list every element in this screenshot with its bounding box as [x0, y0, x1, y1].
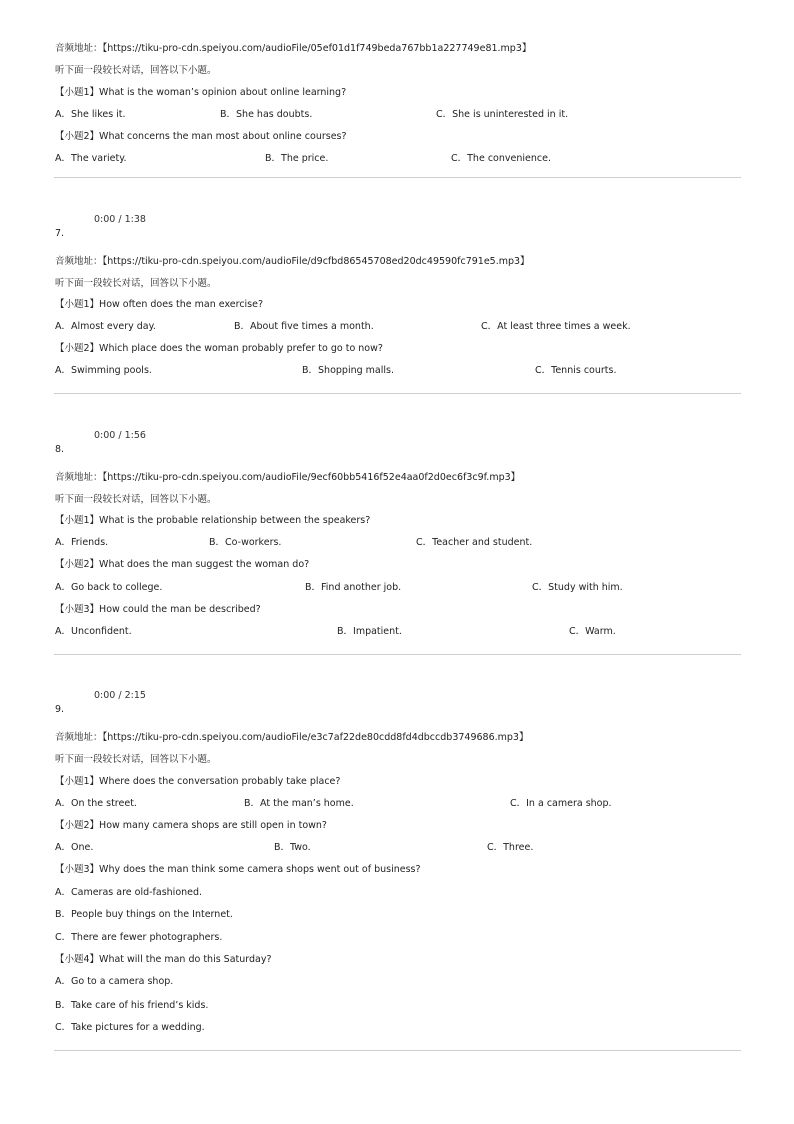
option-b: B．Shopping malls. [302, 365, 394, 376]
option-c: C．Teacher and student. [416, 537, 533, 548]
audio-player-time[interactable]: 0:00 / 1:38 [94, 214, 146, 225]
instruction-text: 听下面一段较长对话，回答以下小题。 [55, 494, 217, 505]
question-prompt: 【小题2】What concerns the man most about online courses? [55, 131, 347, 142]
instruction-text: 听下面一段较长对话，回答以下小题。 [55, 278, 217, 289]
option-b: B．Impatient. [337, 626, 402, 637]
section-divider [54, 177, 741, 178]
audio-player-time[interactable]: 0:00 / 2:15 [94, 690, 146, 701]
question-prompt: 【小题1】What is the woman’s opinion about online learning? [55, 87, 347, 98]
option-a: A．Unconfident. [55, 626, 132, 637]
question-prompt: 【小题1】Where does the conversation probably take place? [55, 776, 341, 787]
section-divider [54, 393, 741, 394]
option-c: C．Take pictures for a wedding. [55, 1022, 205, 1033]
option-b: B．The price. [265, 153, 329, 164]
audio-url-link[interactable]: 【https://tiku-pro-cdn.speiyou.com/audioFile/d9cfbd86545708ed20dc49590fc791e5.mp3】 [102, 256, 530, 267]
question-prompt: 【小题2】How many camera shops are still open in town? [55, 820, 327, 831]
option-b: B．She has doubts. [220, 109, 313, 120]
option-a: A．Friends. [55, 537, 109, 548]
audio-address-label: 音频地址： [55, 43, 103, 54]
audio-address-label: 音频地址： [55, 732, 103, 743]
option-c: C．Study with him. [532, 582, 623, 593]
question-prompt: 【小题3】Why does the man think some camera shops went out of business? [55, 864, 421, 875]
option-a: A．Almost every day. [55, 321, 156, 332]
audio-address-label: 音频地址： [55, 472, 103, 483]
question-number: 9. [55, 704, 65, 715]
option-a: A．Swimming pools. [55, 365, 152, 376]
option-c: C．At least three times a week. [481, 321, 631, 332]
audio-url-link[interactable]: 【https://tiku-pro-cdn.speiyou.com/audioFile/05ef01d1f749beda767bb1a227749e81.mp3】 [102, 43, 532, 54]
audio-player-time[interactable]: 0:00 / 1:56 [94, 430, 146, 441]
option-b: B．At the man’s home. [244, 798, 354, 809]
question-prompt: 【小题2】What does the man suggest the woman do? [55, 559, 310, 570]
option-b: B．People buy things on the Internet. [55, 909, 233, 920]
question-prompt: 【小题1】What is the probable relationship between the speakers? [55, 515, 371, 526]
question-number: 8. [55, 444, 65, 455]
question-prompt: 【小题3】How could the man be described? [55, 604, 261, 615]
audio-address-line [55, 732, 528, 744]
option-a: A．Cameras are old-fashioned. [55, 887, 203, 898]
option-b: B．Two. [274, 842, 311, 853]
option-b: B．Find another job. [305, 582, 402, 593]
audio-address-line [55, 472, 520, 484]
section-divider [54, 1050, 741, 1051]
option-a: A．The variety. [55, 153, 127, 164]
option-c: C．The convenience. [451, 153, 551, 164]
option-c: C．There are fewer photographers. [55, 932, 223, 943]
question-prompt: 【小题4】What will the man do this Saturday? [55, 954, 272, 965]
option-a: A．Go back to college. [55, 582, 163, 593]
option-b: B．Co-workers. [209, 537, 282, 548]
option-a: A．On the street. [55, 798, 137, 809]
option-c: C．Tennis courts. [535, 365, 617, 376]
audio-url-link[interactable]: 【https://tiku-pro-cdn.speiyou.com/audioFile/9ecf60bb5416f52e4aa0f2d0ec6f3c9f.mp3】 [102, 472, 521, 483]
audio-address-line [55, 43, 531, 55]
audio-address-line [55, 256, 530, 268]
question-prompt: 【小题2】Which place does the woman probably prefer to go to now? [55, 343, 383, 354]
question-prompt: 【小题1】How often does the man exercise? [55, 299, 264, 310]
option-c: C．She is uninterested in it. [436, 109, 569, 120]
option-c: C．Warm. [569, 626, 616, 637]
option-a: A．She likes it. [55, 109, 126, 120]
option-c: C．Three. [487, 842, 534, 853]
audio-url-link[interactable]: 【https://tiku-pro-cdn.speiyou.com/audioFile/e3c7af22de80cdd8fd4dbccdb3749686.mp3】 [102, 732, 529, 743]
option-c: C．In a camera shop. [510, 798, 612, 809]
audio-address-label: 音频地址： [55, 256, 103, 267]
instruction-text: 听下面一段较长对话，回答以下小题。 [55, 754, 217, 765]
option-b: B．About five times a month. [234, 321, 374, 332]
option-a: A．One. [55, 842, 94, 853]
question-number: 7. [55, 228, 65, 239]
option-b: B．Take care of his friend’s kids. [55, 1000, 209, 1011]
option-a: A．Go to a camera shop. [55, 976, 174, 987]
section-divider [54, 654, 741, 655]
instruction-text: 听下面一段较长对话，回答以下小题。 [55, 65, 217, 76]
